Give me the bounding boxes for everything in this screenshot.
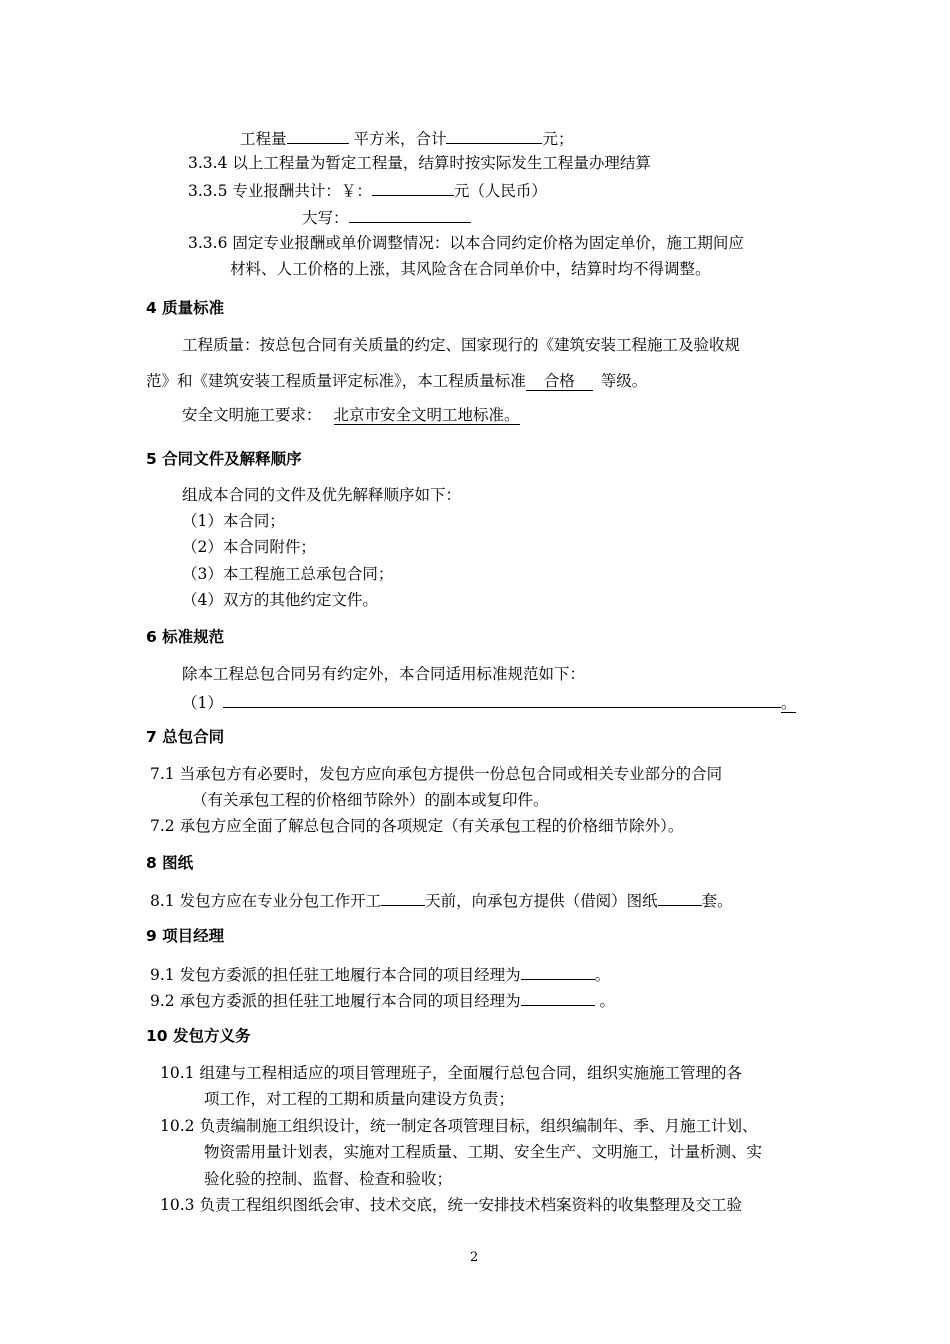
clause-3-3-4: 3.3.4 以上工程量为暂定工程量，结算时按实际发生工程量办理结算	[188, 154, 651, 172]
employer-pm-label: 9.1 发包方委派的担任驻工地履行本合同的项目经理为	[150, 966, 521, 984]
blank-employer-pm	[521, 962, 595, 980]
contractor-pm-end: 。	[594, 992, 616, 1010]
label-fee-total: 3.3.5 专业报酬共计：￥：	[188, 182, 372, 200]
clause-3-3-5	[188, 178, 547, 202]
standards-intro: 除本工程总包合同另有约定外，本合同适用标准规范如下：	[182, 665, 586, 683]
safety-label: 安全文明施工要求：	[182, 406, 322, 424]
clause-10-2-line1: 10.2 负责编制施工组织设计，统一制定各项管理目标，组织编制年、季、月施工计划、	[160, 1117, 758, 1135]
standards-item-1-label: （1）	[182, 694, 223, 712]
quality-grade-label: 等级。	[600, 372, 648, 390]
contractor-pm-label: 9.2 承包方委派的担任驻工地履行本合同的项目经理为	[150, 992, 521, 1010]
blank-sets	[658, 888, 702, 906]
standards-end: 。	[780, 694, 797, 712]
label-yuan: 元；	[542, 130, 574, 148]
clause-10-2-line2: 物资需用量计划表，实施对工程质量、工期、安全生产、文明施工，计量析测、实	[204, 1143, 763, 1161]
label-sqm-total: 平方米，合计	[348, 130, 447, 148]
quality-line1: 工程质量：按总包合同有关质量的约定、国家现行的《建筑安装工程施工及验收规	[182, 336, 741, 354]
clause-9-1	[150, 962, 610, 986]
blank-days	[381, 888, 425, 906]
blank-total	[446, 126, 542, 144]
clause-8-1	[150, 888, 733, 912]
contract-doc-item-1: （1）本合同；	[182, 512, 285, 530]
blank-daxie	[349, 205, 471, 223]
clause-10-1-line1: 10.1 组建与工程相适应的项目管理班子，全面履行总包合同，组织实施施工管理的各	[160, 1064, 742, 1082]
contract-doc-item-3: （3）本工程施工总承包合同；	[182, 565, 394, 583]
clause-7-1-line1: 7.1 当承包方有必要时，发包方应向承包方提供一份总包合同或相关专业部分的合同	[150, 765, 723, 783]
contract-doc-item-2: （2）本合同附件；	[182, 538, 316, 556]
drawings-sets-label: 天前，向承包方提供（借阅）图纸	[425, 892, 658, 910]
employer-pm-end: 。	[594, 966, 611, 984]
section-4-heading: 4 质量标准	[146, 299, 225, 317]
clause-10-2-line3: 验化验的控制、监督、检查和验收；	[204, 1170, 453, 1188]
clause-7-1-line2: （有关承包工程的价格细节除外）的副本或复印件。	[192, 791, 549, 809]
blank-quantity	[287, 126, 349, 144]
clause-3-3-6-line1: 3.3.6 固定专业报酬或单价调整情况：以本合同约定价格为固定单价，施工期间应	[188, 234, 744, 252]
quality-standard-label: 范》和《建筑安装工程质量评定标准》，本工程质量标准	[146, 372, 526, 390]
quality-line2	[146, 370, 647, 392]
label-quantity: 工程量	[240, 130, 287, 148]
clause-3-3-6-line2: 材料、人工价格的上涨，其风险含在合同单价中，结算时均不得调整。	[230, 260, 711, 278]
drawings-days-label: 8.1 发包方应在专业分包工作开工	[150, 892, 382, 910]
standards-item-1	[182, 690, 796, 714]
clause-10-3-line1: 10.3 负责工程组织图纸会审、技术交底，统一安排技术档案资料的收集整理及交工验	[160, 1196, 742, 1214]
section-7-heading: 7 总包合同	[146, 728, 225, 746]
contract-docs-intro: 组成本合同的文件及优先解释顺序如下：	[182, 486, 462, 504]
line-daxie	[302, 205, 471, 229]
safety-line	[182, 404, 520, 426]
blank-standards	[223, 690, 781, 708]
line-quantity	[240, 126, 573, 150]
section-8-heading: 8 图纸	[146, 854, 194, 872]
section-9-heading: 9 项目经理	[146, 927, 225, 945]
clause-9-2	[150, 988, 615, 1012]
clause-7-2: 7.2 承包方应全面了解总包合同的各项规定（有关承包工程的价格细节除外）。	[150, 817, 684, 835]
contract-doc-item-4: （4）双方的其他约定文件。	[182, 591, 378, 609]
clause-10-1-line2: 项工作，对工程的工期和质量向建设方负责；	[204, 1090, 515, 1108]
quality-standard-value: 合格	[526, 372, 593, 391]
safety-standard-value: 北京市安全文明工地标准。	[333, 406, 520, 424]
blank-contractor-pm	[521, 988, 595, 1006]
drawings-end: 套。	[701, 892, 733, 910]
section-6-heading: 6 标准规范	[146, 628, 225, 646]
blank-fee-amount	[372, 178, 454, 196]
section-5-heading: 5 合同文件及解释顺序	[146, 450, 302, 468]
page-number: 2	[470, 1250, 479, 1265]
section-10-heading: 10 发包方义务	[146, 1027, 251, 1045]
label-rmb: 元（人民币）	[453, 182, 547, 200]
label-daxie: 大写：	[302, 209, 349, 227]
